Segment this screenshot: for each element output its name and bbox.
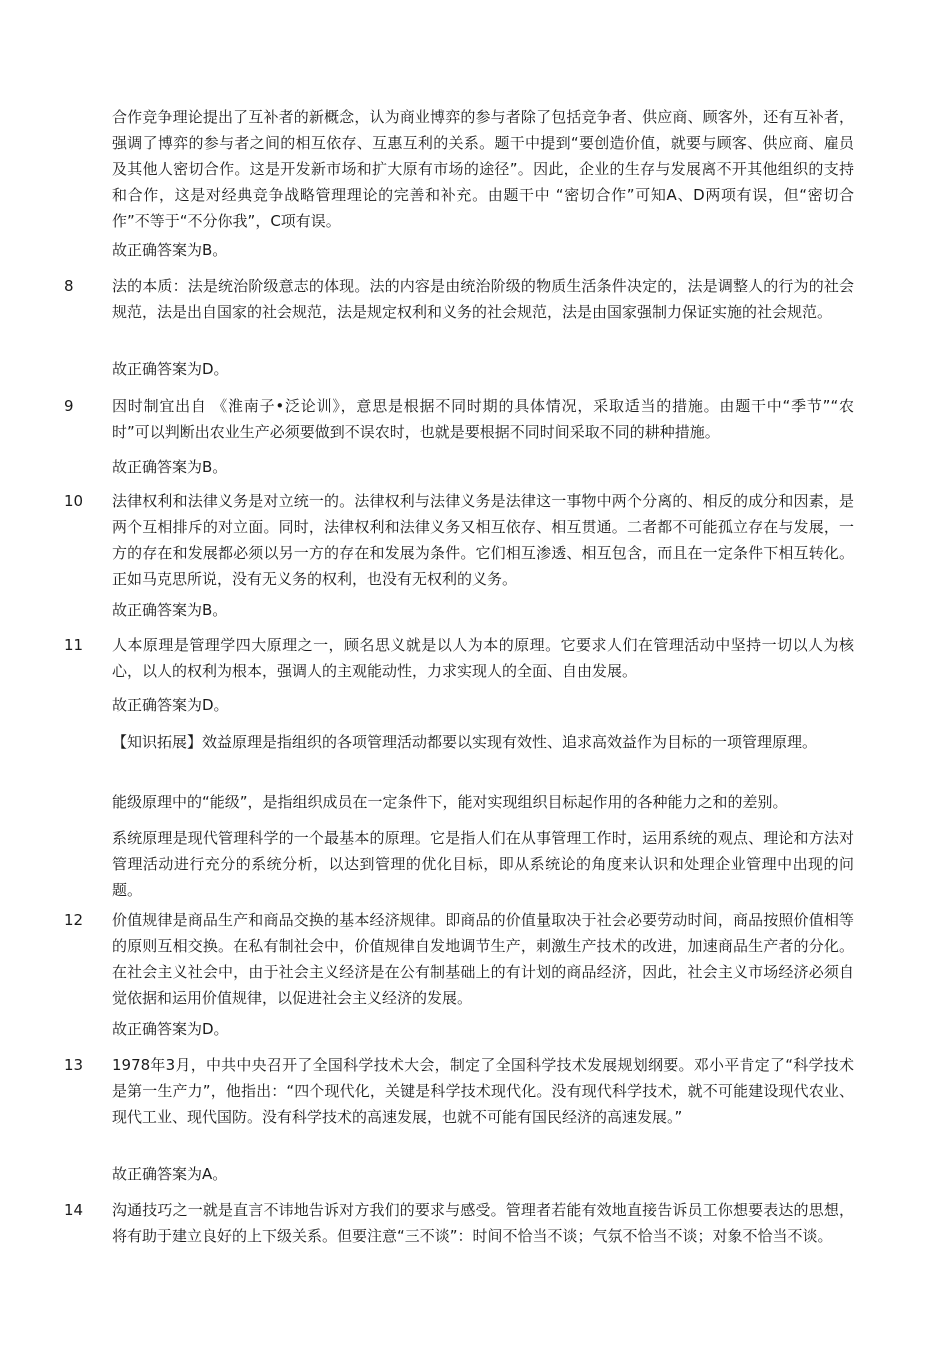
explanation-text: 法的本质：法是统治阶级意志的体现。法的内容是由统治阶级的物质生活条件决定的，法是调整人的行为的社会规范，法是出自国家的社会规范，法是规定权利和义务的社会规范，法是由国家强制力保证实施的社会规范。 [112,277,854,321]
explanation-text: 价值规律是商品生产和商品交换的基本经济规律。即商品的价值量取决于社会必要劳动时间，商品按照价值相等的原则互相交换。在私有制社会中，价值规律自发地调节生产，刺激生产技术的改进，加速商品生产者的分化。在社会主义社会中，由于社会主义经济是在公有制基础上的有计划的商品经济，因此，社会主义市场经济必须自觉依据和运用价值规律，以促进社会主义经济的发展。 [112,911,854,1007]
answer-text: 故正确答案为B。 [112,458,228,476]
answer-text: 故正确答案为A。 [112,1165,228,1183]
item-number: 14 [64,1201,84,1219]
explanation-text: 沟通技巧之一就是直言不讳地告诉对方我们的要求与感受。管理者若能有效地直接告诉员工你想要表达的思想，将有助于建立良好的上下级关系。但要注意“三不谈”：时间不恰当不谈；气氛不恰当不谈；对象不恰当不谈。 [112,1201,854,1245]
answer-text: 故正确答案为B。 [112,601,228,619]
item-number: 10 [64,492,84,510]
answer-text: 故正确答案为B。 [112,241,228,259]
explanation-text: 人本原理是管理学四大原理之一，顾名思义就是以人为本的原理。它要求人们在管理活动中坚持一切以人为核心，以人的权利为根本，强调人的主观能动性，力求实现人的全面、自由发展。 [112,636,854,680]
item-number: 9 [64,397,74,415]
explanation-text: 合作竞争理论提出了互补者的新概念，认为商业博弈的参与者除了包括竞争者、供应商、顾客外，还有互补者，强调了博弈的参与者之间的相互依存、互惠互利的关系。题干中提到“要创造价值，就要与顾客、供应商、雇员及其他人密切合作。这是开发新市场和扩大原有市场的途径”。因此，企业的生存与发展离不开其他组织的支持和合作，这是对经典竞争战略管理理论的完善和补充。由题干中 “密切合作”可知A、D两项有误，但“密切合作”不等于“不分你我”，C项有误。 [112,108,854,230]
answer-text: 故正确答案为D。 [112,696,229,714]
explanation-text: 系统原理是现代管理科学的一个最基本的原理。它是指人们在从事管理工作时，运用系统的观点、理论和方法对管理活动进行充分的系统分析，以达到管理的优化目标，即从系统论的角度来认识和处理企业管理中出现的问题。 [112,829,854,899]
item-number: 11 [64,636,84,654]
answer-text: 故正确答案为D。 [112,360,229,378]
answer-text: 故正确答案为D。 [112,1020,229,1038]
knowledge-extension-text: 【知识拓展】效益原理是指组织的各项管理活动都要以实现有效性、追求高效益作为目标的一项管理原理。 [112,733,818,751]
explanation-text: 1978年3月，中共中央召开了全国科学技术大会，制定了全国科学技术发展规划纲要。邓小平肯定了“科学技术是第一生产力”，他指出：“四个现代化，关键是科学技术现代化。没有现代科学技术，就不可能建设现代农业、现代工业、现代国防。没有科学技术的高速发展，也就不可能有国民经济的高速发展。” [112,1056,854,1126]
item-number: 12 [64,911,84,929]
item-number: 8 [64,277,74,295]
item-number: 13 [64,1056,84,1074]
explanation-text: 法律权利和法律义务是对立统一的。法律权利与法律义务是法律这一事物中两个分离的、相反的成分和因素，是两个互相排斥的对立面。同时，法律权利和法律义务又相互依存、相互贯通。二者都不可能孤立存在与发展，一方的存在和发展都必须以另一方的存在和发展为条件。它们相互渗透、相互包含，而且在一定条件下相互转化。正如马克思所说，没有无义务的权利，也没有无权利的义务。 [112,492,854,588]
explanation-text: 能级原理中的“能级”，是指组织成员在一定条件下，能对实现组织目标起作用的各种能力之和的差别。 [112,793,788,811]
explanation-text: 因时制宜出自 《淮南子•泛论训》，意思是根据不同时期的具体情况，采取适当的措施。由题干中“季节”“农时”可以判断出农业生产必须要做到不误农时，也就是要根据不同时间采取不同的耕种措施。 [112,397,854,441]
